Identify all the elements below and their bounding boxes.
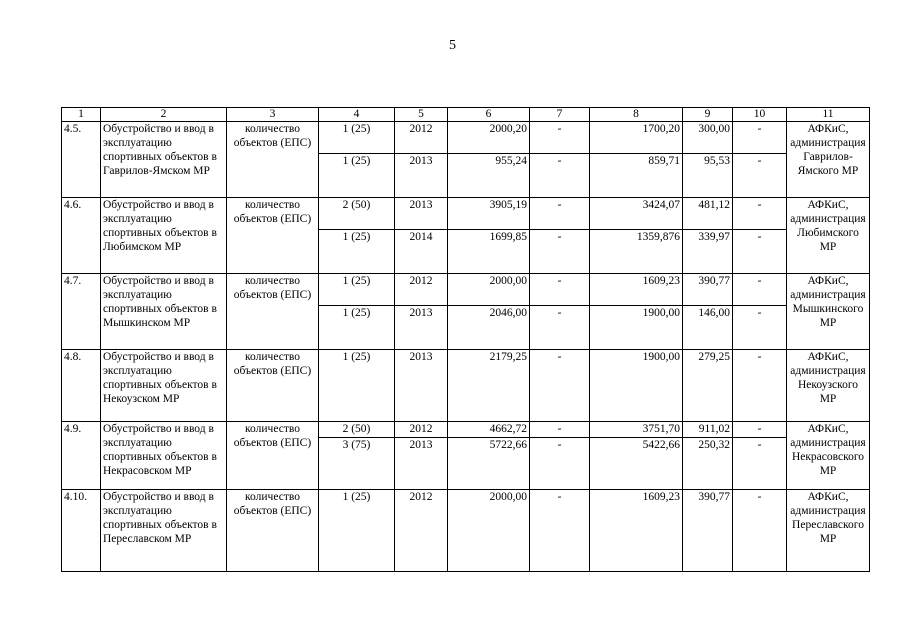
- col10-cell: -: [733, 230, 787, 274]
- item-number: 4.8.: [62, 350, 101, 422]
- header-cell: 8: [590, 108, 683, 122]
- col8-cell: 1900,00: [590, 350, 683, 422]
- col9-cell: 300,00: [683, 122, 733, 154]
- page-number: 5: [449, 38, 456, 53]
- total-cell: 955,24: [448, 154, 530, 198]
- col8-cell: 3424,07: [590, 198, 683, 230]
- col7-cell: -: [530, 422, 590, 438]
- item-indicator: количество объектов (ЕПС): [227, 274, 319, 350]
- col7-cell: -: [530, 490, 590, 572]
- header-cell: 9: [683, 108, 733, 122]
- col10-cell: -: [733, 438, 787, 490]
- col8-cell: 1700,20: [590, 122, 683, 154]
- item-executor: АФКиС, администрация Любимского МР: [787, 198, 870, 274]
- item-executor: АФКиС, администрация Некрасовского МР: [787, 422, 870, 490]
- header-cell: 4: [319, 108, 395, 122]
- header-cell: 5: [395, 108, 448, 122]
- header-row: [62, 108, 870, 122]
- col8-cell: 3751,70: [590, 422, 683, 438]
- table-row: [62, 350, 870, 422]
- header-cell: 3: [227, 108, 319, 122]
- col10-cell: -: [733, 198, 787, 230]
- col8-cell: 1359,876: [590, 230, 683, 274]
- col9-cell: 95,53: [683, 154, 733, 198]
- qty-cell: 1 (25): [319, 122, 395, 154]
- total-cell: 2179,25: [448, 350, 530, 422]
- col7-cell: -: [530, 438, 590, 490]
- item-indicator: количество объектов (ЕПС): [227, 490, 319, 572]
- total-cell: 2000,00: [448, 274, 530, 306]
- year-cell: 2013: [395, 306, 448, 350]
- col7-cell: -: [530, 274, 590, 306]
- item-indicator: количество объектов (ЕПС): [227, 350, 319, 422]
- item-name: Обустройство и ввод в эксплуатацию спортивных объектов в Некрасовском МР: [101, 422, 227, 490]
- item-name: Обустройство и ввод в эксплуатацию спортивных объектов в Любимском МР: [101, 198, 227, 274]
- year-cell: 2014: [395, 230, 448, 274]
- col7-cell: -: [530, 350, 590, 422]
- total-cell: 2000,20: [448, 122, 530, 154]
- qty-cell: 1 (25): [319, 154, 395, 198]
- qty-cell: 1 (25): [319, 490, 395, 572]
- col9-cell: 911,02: [683, 422, 733, 438]
- col10-cell: -: [733, 154, 787, 198]
- table-row: [62, 198, 870, 230]
- item-number: 4.7.: [62, 274, 101, 350]
- header-cell: 6: [448, 108, 530, 122]
- item-name: Обустройство и ввод в эксплуатацию спортивных объектов в Гаврилов-Ямском МР: [101, 122, 227, 198]
- item-executor: АФКиС, администрация Мышкинского МР: [787, 274, 870, 350]
- col10-cell: -: [733, 122, 787, 154]
- table-row: [62, 274, 870, 306]
- table-row: [62, 122, 870, 154]
- qty-cell: 2 (50): [319, 198, 395, 230]
- item-indicator: количество объектов (ЕПС): [227, 422, 319, 490]
- col9-cell: 390,77: [683, 274, 733, 306]
- qty-cell: 2 (50): [319, 422, 395, 438]
- program-table: [61, 107, 870, 572]
- col8-cell: 1609,23: [590, 274, 683, 306]
- col7-cell: -: [530, 198, 590, 230]
- col9-cell: 146,00: [683, 306, 733, 350]
- item-name: Обустройство и ввод в эксплуатацию спортивных объектов в Переславском МР: [101, 490, 227, 572]
- year-cell: 2012: [395, 274, 448, 306]
- header-cell: 11: [787, 108, 870, 122]
- item-number: 4.9.: [62, 422, 101, 490]
- total-cell: 5722,66: [448, 438, 530, 490]
- col9-cell: 339,97: [683, 230, 733, 274]
- col8-cell: 1609,23: [590, 490, 683, 572]
- item-executor: АФКиС, администрация Переславского МР: [787, 490, 870, 572]
- col10-cell: -: [733, 490, 787, 572]
- col9-cell: 279,25: [683, 350, 733, 422]
- header-cell: 7: [530, 108, 590, 122]
- col9-cell: 481,12: [683, 198, 733, 230]
- header-cell: 1: [62, 108, 101, 122]
- item-indicator: количество объектов (ЕПС): [227, 122, 319, 198]
- col7-cell: -: [530, 154, 590, 198]
- item-name: Обустройство и ввод в эксплуатацию спортивных объектов в Мышкинском МР: [101, 274, 227, 350]
- col10-cell: -: [733, 274, 787, 306]
- col7-cell: -: [530, 230, 590, 274]
- item-executor: АФКиС, администрация Гаврилов-Ямского МР: [787, 122, 870, 198]
- col8-cell: 1900,00: [590, 306, 683, 350]
- col9-cell: 390,77: [683, 490, 733, 572]
- item-number: 4.10.: [62, 490, 101, 572]
- table-row: [62, 422, 870, 438]
- col10-cell: -: [733, 350, 787, 422]
- col10-cell: -: [733, 306, 787, 350]
- col7-cell: -: [530, 306, 590, 350]
- col10-cell: -: [733, 422, 787, 438]
- qty-cell: 1 (25): [319, 274, 395, 306]
- year-cell: 2012: [395, 122, 448, 154]
- total-cell: 3905,19: [448, 198, 530, 230]
- year-cell: 2013: [395, 350, 448, 422]
- total-cell: 2000,00: [448, 490, 530, 572]
- year-cell: 2012: [395, 490, 448, 572]
- year-cell: 2013: [395, 198, 448, 230]
- total-cell: 2046,00: [448, 306, 530, 350]
- item-name: Обустройство и ввод в эксплуатацию спортивных объектов в Некоузском МР: [101, 350, 227, 422]
- item-number: 4.6.: [62, 198, 101, 274]
- col7-cell: -: [530, 122, 590, 154]
- col8-cell: 859,71: [590, 154, 683, 198]
- total-cell: 4662,72: [448, 422, 530, 438]
- header-cell: 10: [733, 108, 787, 122]
- table-row: [62, 490, 870, 572]
- year-cell: 2012: [395, 422, 448, 438]
- qty-cell: 1 (25): [319, 230, 395, 274]
- qty-cell: 1 (25): [319, 350, 395, 422]
- qty-cell: 1 (25): [319, 306, 395, 350]
- col8-cell: 5422,66: [590, 438, 683, 490]
- item-executor: АФКиС, администрация Некоузского МР: [787, 350, 870, 422]
- col9-cell: 250,32: [683, 438, 733, 490]
- qty-cell: 3 (75): [319, 438, 395, 490]
- total-cell: 1699,85: [448, 230, 530, 274]
- header-cell: 2: [101, 108, 227, 122]
- year-cell: 2013: [395, 154, 448, 198]
- year-cell: 2013: [395, 438, 448, 490]
- item-number: 4.5.: [62, 122, 101, 198]
- item-indicator: количество объектов (ЕПС): [227, 198, 319, 274]
